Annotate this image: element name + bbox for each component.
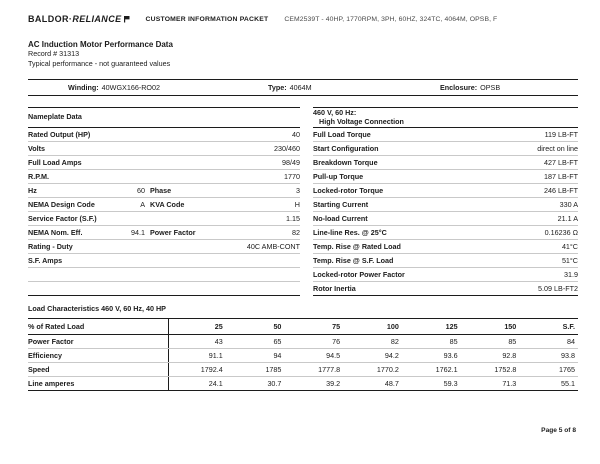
table-row: NEMA Nom. Eff. 94.1 Power Factor 82 (28, 226, 300, 240)
table-row: Locked-rotor Power Factor 31.9 (313, 268, 578, 282)
table-row: Full Load Torque 119 LB-FT (313, 128, 578, 142)
winding-cell (28, 83, 206, 92)
table-row: Full Load Amps 98/49 (28, 156, 300, 170)
reliance-flag-icon (124, 16, 130, 23)
type-value: 4064M (289, 83, 312, 92)
nameplate-title: Nameplate Data (28, 112, 82, 122)
enclosure-value: OPSB (480, 83, 501, 92)
table-row: Rotor Inertia 5.09 LB-FT2 (313, 282, 578, 296)
table-row: Start Configuration direct on line (313, 142, 578, 156)
model-description: CEM2539T - 40HP, 1770RPM, 3PH, 60HZ, 324TC, 4064M, OPSB, F (284, 15, 498, 23)
table-row: Hz 60 Phase 3 (28, 184, 300, 198)
document-meta (28, 40, 173, 68)
table-row: Power Factor 43 65 76 82 85 85 84 (28, 335, 578, 349)
table-row: Speed 1792.4 1785 1777.8 1770.2 1762.1 1752.8 1765 (28, 363, 578, 377)
hv-title-line2: High Voltage Connection (319, 116, 404, 126)
brand-baldor: BALDOR (28, 14, 69, 24)
nameplate-table (28, 107, 300, 296)
table-row: Rated Output (HP) 40 (28, 128, 300, 142)
table-row: Pull-up Torque 187 LB-FT (313, 170, 578, 184)
table-row: R.P.M. 1770 (28, 170, 300, 184)
type-label: Type: (268, 83, 287, 92)
document-title: AC Induction Motor Performance Data (28, 40, 173, 49)
table-row: No-load Current 21.1 A (313, 212, 578, 226)
brand-logo (28, 14, 130, 24)
data-tables (28, 107, 578, 296)
hv-title-line1: 460 V, 60 Hz: (313, 107, 357, 117)
packet-title: CUSTOMER INFORMATION PACKET (145, 15, 269, 23)
load-characteristics-table (28, 318, 578, 391)
type-cell (206, 83, 406, 92)
enclosure-cell (406, 83, 578, 92)
table-row: Breakdown Torque 427 LB-FT (313, 156, 578, 170)
page-header (28, 14, 580, 24)
nameplate-header (28, 108, 300, 128)
table-row: Starting Current 330 A (313, 198, 578, 212)
table-row: S.F. Amps (28, 254, 300, 268)
winding-value: 40WGX166-RO02 (101, 83, 160, 92)
page-number: Page 5 of 8 (541, 427, 576, 434)
table-row: Efficiency 91.1 94 94.5 94.2 93.6 92.8 93.8 (28, 349, 578, 363)
table-header-row: % of Rated Load 25 50 75 100 125 150 S.F. (28, 319, 578, 335)
table-row: NEMA Design Code A KVA Code H (28, 198, 300, 212)
table-row: Locked-rotor Torque 246 LB-FT (313, 184, 578, 198)
table-row: Line amperes 24.1 30.7 39.2 48.7 59.3 71.3 55.1 (28, 377, 578, 391)
table-row: Temp. Rise @ Rated Load 41°C (313, 240, 578, 254)
hv-connection-table (313, 107, 578, 296)
table-row: Volts 230/460 (28, 142, 300, 156)
load-characteristics-title: Load Characteristics 460 V, 60 Hz, 40 HP (28, 304, 166, 313)
table-row: Line-line Res. @ 25°C 0.16236 Ω (313, 226, 578, 240)
table-row: Temp. Rise @ S.F. Load 51°C (313, 254, 578, 268)
table-row-empty (28, 268, 300, 282)
brand-dot: · (68, 14, 73, 24)
table-row: Service Factor (S.F.) 1.15 (28, 212, 300, 226)
record-number: Record # 31313 (28, 49, 80, 59)
winding-label: Winding: (68, 83, 99, 92)
table-row-empty (28, 282, 300, 296)
table-row: Rating - Duty 40C AMB-CONT (28, 240, 300, 254)
load-characteristics-section (28, 304, 578, 391)
enclosure-label: Enclosure: (440, 83, 478, 92)
brand-reliance: RELIANCE (72, 14, 122, 24)
hv-connection-header (313, 108, 578, 128)
performance-note: Typical performance - not guaranteed values (28, 58, 171, 68)
summary-band (28, 79, 578, 96)
